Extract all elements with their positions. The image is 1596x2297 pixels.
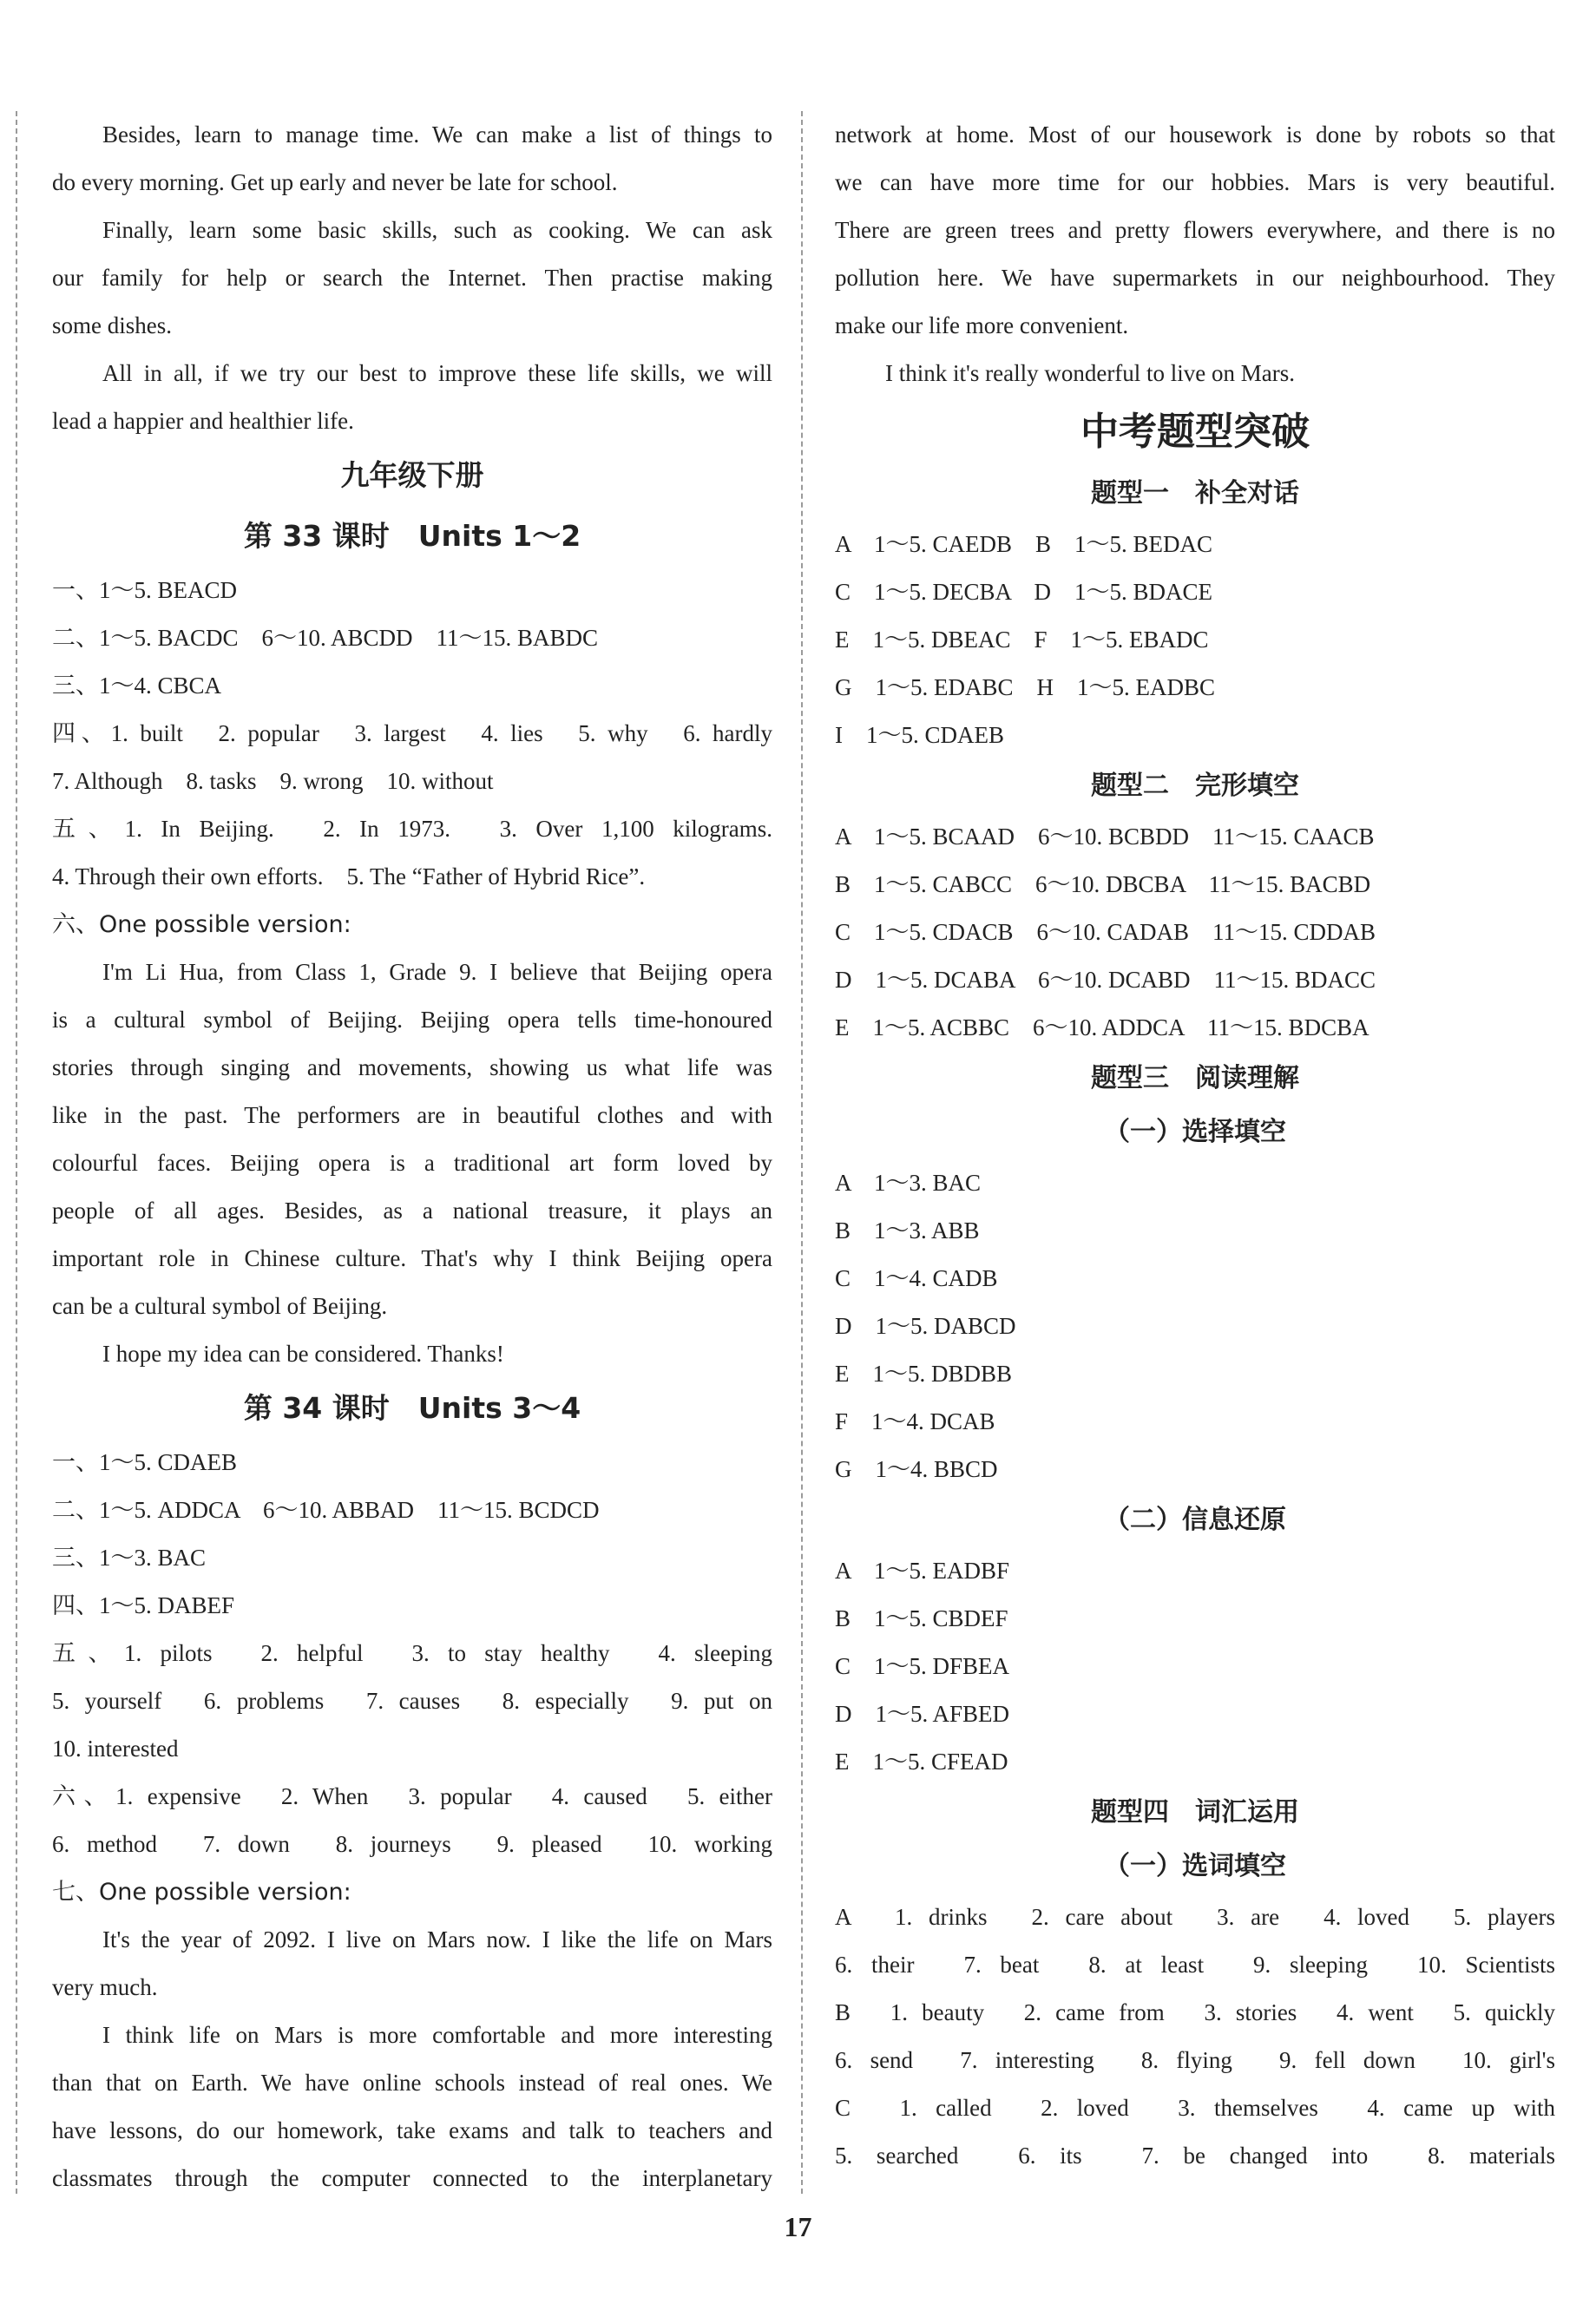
- essay-line: like in the past. The performers are in beautiful clothes and with: [52, 1102, 772, 1128]
- answer-line: D 1～5. DABCD: [835, 1313, 1016, 1339]
- answer-line: 二、1～5. BACDC 6～10. ABCDD 11～15. BABDC: [52, 625, 599, 651]
- section-title: 中考题型突破: [1080, 410, 1310, 454]
- answer-line: C 1～5. DFBEA: [835, 1653, 1010, 1679]
- answer-line: 六、One possible version:: [52, 911, 351, 938]
- essay-line: There are green trees and pretty flowers everywhere, and there is no: [835, 217, 1555, 243]
- answer-line: I 1～5. CDAEB: [835, 722, 1004, 748]
- answer-line: C 1～4. CADB: [835, 1265, 998, 1291]
- answer-line: E 1～5. DBDBB: [835, 1361, 1013, 1387]
- answer-line: 6. their 7. beat 8. at least 9. sleeping 10. Scientists: [835, 1952, 1555, 1978]
- answer-line: A 1～5. EADBF: [835, 1558, 1010, 1584]
- essay-line: pollution here. We have supermarkets in our neighbourhood. They: [835, 265, 1555, 291]
- essay-line: I'm Li Hua, from Class 1, Grade 9. I believe that Beijing opera: [102, 959, 772, 985]
- answer-line: 四、1～5. DABEF: [52, 1592, 235, 1618]
- answer-line: G 1～5. EDABC H 1～5. EADBC: [835, 674, 1216, 700]
- column-divider: [801, 111, 803, 2194]
- answer-line: 4. Through their own efforts. 5. The “Father of Hybrid Rice”.: [52, 863, 646, 889]
- essay-line: can be a cultural symbol of Beijing.: [52, 1293, 388, 1319]
- answer-line: 7. Although 8. tasks 9. wrong 10. without: [52, 768, 494, 794]
- answer-line: 二、1～5. ADDCA 6～10. ABBAD 11～15. BCDCD: [52, 1497, 600, 1523]
- type-2-title: 题型二 完形填空: [1091, 771, 1299, 801]
- book-title: 九年级下册: [340, 458, 484, 492]
- answer-line: 一、1～5. BEACD: [52, 577, 238, 603]
- answer-line: 七、One possible version:: [52, 1879, 351, 1906]
- answer-line: E 1～5. CFEAD: [835, 1749, 1008, 1775]
- answer-line: G 1～4. BBCD: [835, 1456, 998, 1482]
- answer-line: E 1～5. DBEAC F 1～5. EBADC: [835, 627, 1209, 653]
- answer-line: A 1～5. BCAAD 6～10. BCBDD 11～15. CAACB: [835, 824, 1375, 850]
- answer-line: C 1～5. DECBA D 1～5. BDACE: [835, 579, 1213, 605]
- answer-line: F 1～4. DCAB: [835, 1408, 995, 1434]
- answer-line: 六、1. expensive 2. When 3. popular 4. caused 5. either: [52, 1783, 772, 1809]
- answer-line: D 1～5. DCABA 6～10. DCABD 11～15. BDACC: [835, 967, 1376, 993]
- left-margin-rule: [16, 111, 17, 2194]
- essay-line: I think it's really wonderful to live on Mars.: [885, 360, 1296, 386]
- essay-line: stories through singing and movements, showing us what life was: [52, 1054, 772, 1080]
- essay-line: I think life on Mars is more comfortable and more interesting: [102, 2022, 772, 2048]
- text-line: lead a happier and healthier life.: [52, 408, 354, 434]
- answer-line: C 1. called 2. loved 3. themselves 4. came up with: [835, 2095, 1555, 2121]
- essay-line: It's the year of 2092. I live on Mars now. I like the life on Mars: [102, 1926, 772, 1952]
- essay-line: colourful faces. Beijing opera is a traditional art form loved by: [52, 1150, 772, 1176]
- text-line: some dishes.: [52, 312, 172, 338]
- left-column: [52, 111, 772, 2202]
- answer-line: C 1～5. CDACB 6～10. CADAB 11～15. CDDAB: [835, 919, 1376, 945]
- page-number: 17: [784, 2211, 812, 2242]
- answer-line: 5. searched 6. its 7. be changed into 8. materials: [835, 2143, 1555, 2169]
- type-1-title: 题型一 补全对话: [1091, 478, 1299, 509]
- type-3-subtitle-1: （一）选择填空: [1104, 1117, 1286, 1147]
- answer-line: B 1～5. CABCC 6～10. DBCBA 11～15. BACBD: [835, 871, 1371, 897]
- lesson-33-title: 第 33 课时 Units 1～2: [243, 519, 581, 553]
- answer-line: A 1. drinks 2. care about 3. are 4. loved 5. players: [835, 1904, 1555, 1930]
- answer-line: B 1～5. CBDEF: [835, 1605, 1008, 1631]
- answer-line: A 1～3. BAC: [835, 1170, 982, 1196]
- essay-line: we can have more time for our hobbies. Mars is very beautiful.: [835, 169, 1555, 195]
- text-line: Finally, learn some basic skills, such as cooking. We can ask: [102, 217, 772, 243]
- essay-line: than that on Earth. We have online schools instead of real ones. We: [52, 2070, 772, 2096]
- text-line: Besides, learn to manage time. We can make a list of things to: [102, 121, 772, 148]
- essay-line: I hope my idea can be considered. Thanks!: [102, 1341, 504, 1367]
- answer-line: 一、1～5. CDAEB: [52, 1449, 238, 1475]
- answer-line: 五、1. In Beijing. 2. In 1973. 3. Over 1,100 kilograms.: [52, 816, 772, 842]
- text-line: do every morning. Get up early and never be late for school.: [52, 169, 618, 195]
- essay-line: have lessons, do our homework, take exams and talk to teachers and: [52, 2117, 772, 2143]
- answer-line: A 1～5. CAEDB B 1～5. BEDAC: [835, 531, 1213, 557]
- text-line: All in all, if we try our best to improve these life skills, we will: [102, 360, 772, 386]
- right-column: [835, 111, 1555, 2180]
- essay-line: very much.: [52, 1974, 158, 2000]
- essay-line: make our life more convenient.: [835, 312, 1129, 338]
- answer-line: 10. interested: [52, 1736, 179, 1762]
- answer-line: B 1～3. ABB: [835, 1217, 980, 1244]
- essay-line: is a cultural symbol of Beijing. Beijing opera tells time-honoured: [52, 1007, 772, 1033]
- essay-line: network at home. Most of our housework is done by robots so that: [835, 121, 1555, 148]
- essay-line: people of all ages. Besides, as a national treasure, it plays an: [52, 1198, 772, 1224]
- answer-line: 5. yourself 6. problems 7. causes 8. especially 9. put on: [52, 1688, 772, 1714]
- answer-line: E 1～5. ACBBC 6～10. ADDCA 11～15. BDCBA: [835, 1014, 1369, 1040]
- answer-line: 三、1～3. BAC: [52, 1545, 207, 1571]
- answer-line: 三、1～4. CBCA: [52, 673, 222, 699]
- answer-line: 6. method 7. down 8. journeys 9. pleased 10. working: [52, 1831, 772, 1857]
- essay-line: important role in Chinese culture. That's why I think Beijing opera: [52, 1245, 772, 1271]
- text-line: our family for help or search the Internet. Then practise making: [52, 265, 772, 291]
- answer-line: 四、1. built 2. popular 3. largest 4. lies 5. why 6. hardly: [52, 720, 772, 746]
- answer-line: 五、1. pilots 2. helpful 3. to stay healthy 4. sleeping: [52, 1640, 772, 1666]
- lesson-34-title: 第 34 课时 Units 3～4: [243, 1391, 581, 1425]
- answer-line: 6. send 7. interesting 8. flying 9. fell down 10. girl's: [835, 2047, 1555, 2073]
- type-3-subtitle-2: （二）信息还原: [1104, 1505, 1286, 1535]
- type-4-subtitle-1: （一）选词填空: [1104, 1851, 1286, 1881]
- type-4-title: 题型四 词汇运用: [1091, 1797, 1299, 1828]
- type-3-title: 题型三 阅读理解: [1091, 1063, 1299, 1093]
- answer-line: B 1. beauty 2. came from 3. stories 4. went 5. quickly: [835, 1999, 1555, 2025]
- essay-line: classmates through the computer connected to the interplanetary: [52, 2165, 772, 2191]
- answer-line: D 1～5. AFBED: [835, 1701, 1010, 1727]
